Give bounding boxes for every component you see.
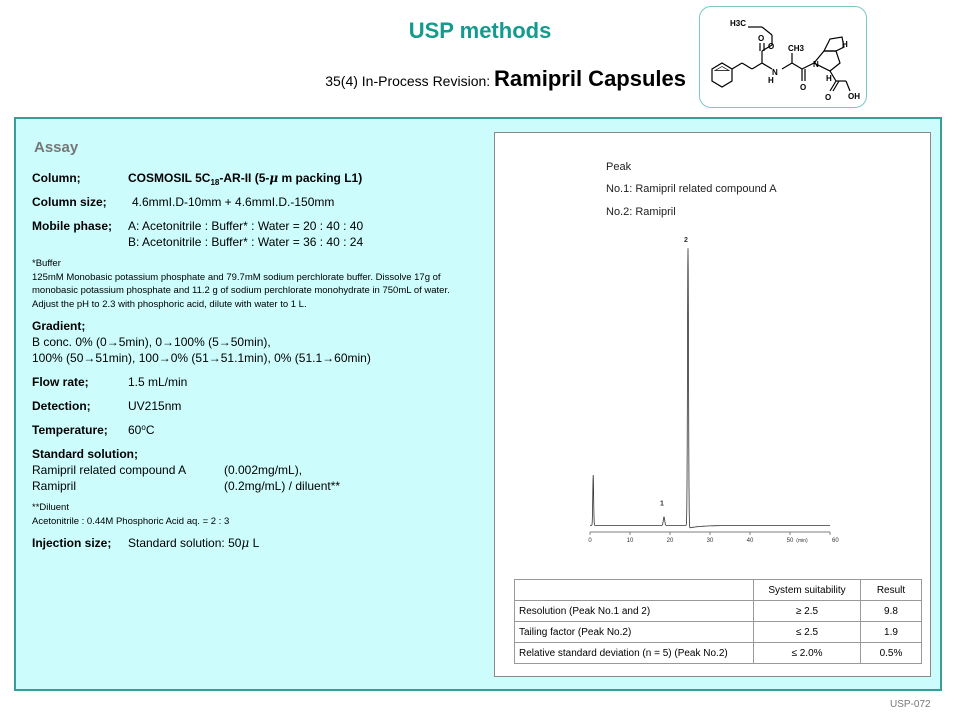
table-cell: 1.9 bbox=[861, 622, 922, 643]
standard-item-name: Ramipril related compound A bbox=[32, 463, 187, 477]
x-tick-label: 40 bbox=[746, 538, 754, 544]
mobile-phase-b: B: Acetonitrile : Buffer* : Water = 36 : 40 : 24 bbox=[128, 235, 364, 249]
chromatogram-chart bbox=[580, 228, 850, 548]
standard-item-conc: (0.2mg/mL) / diluent** bbox=[224, 479, 341, 493]
table-cell: ≤ 2.5 bbox=[754, 622, 861, 643]
x-tick-label: 20 bbox=[666, 538, 674, 544]
injection-size-value bbox=[128, 536, 259, 550]
injection-size-text: Standard solution: 50 bbox=[128, 536, 242, 550]
subtitle-main: Ramipril Capsules bbox=[494, 66, 686, 91]
standard-item-conc: (0.002mg/mL), bbox=[224, 463, 303, 477]
temperature-value bbox=[128, 423, 154, 437]
assay-panel bbox=[14, 117, 942, 691]
injection-size-mu: μ bbox=[241, 536, 250, 550]
table-cell: ≤ 2.0% bbox=[754, 643, 861, 664]
buffer-title: *Buffer bbox=[32, 258, 61, 269]
peak-legend-entry: No.2: Ramipril bbox=[606, 206, 676, 218]
detection-label: Detection; bbox=[32, 399, 91, 413]
diluent-text: Acetonitrile : 0.44M Phosphoric Acid aq. = 2 : 3 bbox=[32, 515, 230, 527]
page-title: USP methods bbox=[408, 18, 552, 43]
peak-label: 1 bbox=[660, 500, 664, 508]
structure-label: O bbox=[758, 34, 765, 43]
chromatogram-box bbox=[494, 132, 931, 677]
standard-item bbox=[32, 478, 341, 494]
structure-label: OH bbox=[848, 92, 860, 101]
gradient-label: Gradient; bbox=[32, 319, 86, 333]
column-value bbox=[128, 171, 362, 187]
flow-rate-value: 1.5 mL/min bbox=[128, 375, 188, 389]
table-cell: 9.8 bbox=[861, 601, 922, 622]
table-header-row bbox=[515, 580, 922, 601]
mobile-phase-a: A: Acetonitrile : Buffer* : Water = 20 : 40 : 40 bbox=[128, 219, 364, 233]
gradient-line2: 100% (50→51min), 100→0% (51→51.1min), 0% (51.1→60min) bbox=[32, 351, 371, 365]
chromatogram-trace bbox=[590, 248, 830, 528]
x-tick-label: 30 bbox=[706, 538, 714, 544]
temperature-row bbox=[32, 423, 155, 437]
column-value-part: -AR-II (5- bbox=[219, 171, 270, 185]
buffer-note bbox=[32, 257, 472, 311]
structure-label: N bbox=[772, 68, 778, 77]
chemical-structure bbox=[699, 6, 867, 108]
x-tick-label: 50 bbox=[786, 538, 794, 544]
structure-label: N bbox=[813, 60, 819, 69]
table-row bbox=[515, 622, 922, 643]
column-label: Column; bbox=[32, 171, 81, 185]
standard-item-name: Ramipril bbox=[32, 479, 77, 493]
injection-size-unit: L bbox=[249, 536, 260, 550]
temperature-value-degree: o bbox=[141, 423, 146, 432]
diluent-note bbox=[32, 501, 472, 528]
structure-label: H bbox=[826, 74, 832, 83]
table-cell: Resolution (Peak No.1 and 2) bbox=[515, 601, 754, 622]
column-value-mu: μ bbox=[269, 171, 279, 185]
detection-row bbox=[32, 399, 182, 413]
x-axis-label: (min) bbox=[796, 538, 808, 544]
column-value-part: COSMOSIL 5C bbox=[128, 171, 211, 185]
table-cell: Relative standard deviation (n = 5) (Peak No.2) bbox=[515, 643, 754, 664]
structure-label: H3C bbox=[730, 19, 747, 28]
page-subtitle bbox=[200, 66, 686, 92]
structure-label: O bbox=[768, 42, 775, 51]
table-cell: 0.5% bbox=[861, 643, 922, 664]
mobile-phase-label: Mobile phase; bbox=[32, 219, 113, 233]
table-row bbox=[515, 601, 922, 622]
peak-legend-entry: No.1: Ramipril related compound A bbox=[606, 183, 777, 195]
gradient-line1: B conc. 0% (0→5min), 0→100% (5→50min), bbox=[32, 335, 271, 349]
temperature-value-unit: C bbox=[145, 423, 155, 437]
peak-label: 2 bbox=[684, 237, 688, 244]
column-value-part: m packing L1) bbox=[278, 171, 363, 185]
flow-rate-label: Flow rate; bbox=[32, 375, 89, 389]
standard-solution-row bbox=[32, 446, 341, 494]
suitability-table bbox=[514, 579, 922, 664]
table-header-cell: System suitability bbox=[754, 580, 861, 601]
column-size-value: 4.6mmI.D-10mm + 4.6mmI.D.-150mm bbox=[132, 195, 335, 209]
footer-code: USP-072 bbox=[890, 699, 931, 710]
temperature-value-number: 60 bbox=[128, 423, 142, 437]
assay-heading: Assay bbox=[34, 139, 79, 156]
structure-label: O bbox=[825, 93, 832, 102]
standard-item bbox=[32, 462, 303, 478]
x-tick-label: 60 bbox=[832, 538, 839, 544]
peak-legend-title: Peak bbox=[606, 161, 632, 173]
detection-value: UV215nm bbox=[128, 399, 182, 413]
column-row bbox=[32, 171, 363, 187]
table-cell: ≥ 2.5 bbox=[754, 601, 861, 622]
structure-label: H bbox=[842, 40, 848, 49]
injection-size-label: Injection size; bbox=[32, 536, 112, 550]
diluent-title: **Diluent bbox=[32, 502, 69, 513]
flow-rate-row bbox=[32, 375, 188, 389]
structure-label: O bbox=[800, 83, 807, 92]
column-size-row bbox=[32, 195, 335, 209]
structure-label: H bbox=[768, 76, 774, 85]
table-row bbox=[515, 643, 922, 664]
mobile-phase-row bbox=[32, 219, 364, 249]
column-value-subscript: 18 bbox=[210, 178, 220, 187]
gradient-row bbox=[32, 318, 371, 366]
subtitle-prefix: 35(4) In-Process Revision: bbox=[325, 73, 495, 89]
table-header-cell bbox=[515, 580, 754, 601]
table-header-cell: Result bbox=[861, 580, 922, 601]
x-tick-label: 10 bbox=[626, 538, 634, 544]
table-cell: Tailing factor (Peak No.2) bbox=[515, 622, 754, 643]
injection-size-row bbox=[32, 536, 260, 550]
standard-solution-label: Standard solution; bbox=[32, 447, 138, 461]
temperature-label: Temperature; bbox=[32, 423, 108, 437]
column-size-label: Column size; bbox=[32, 195, 107, 209]
structure-label: CH3 bbox=[788, 44, 805, 53]
buffer-text: 125mM Monobasic potassium phosphate and 79.7mM sodium perchlorate buffer. Dissolve 17g of monobasic potassium phosphate and 11.2 g of sodium perchlorate monohydrate in 750mL of water. Adjust the pH to 2.3 with phosphoric acid, dilute with water to 1 L. bbox=[32, 271, 450, 310]
ramipril-structure-drawing bbox=[700, 7, 866, 107]
x-tick-label: 0 bbox=[588, 538, 592, 544]
